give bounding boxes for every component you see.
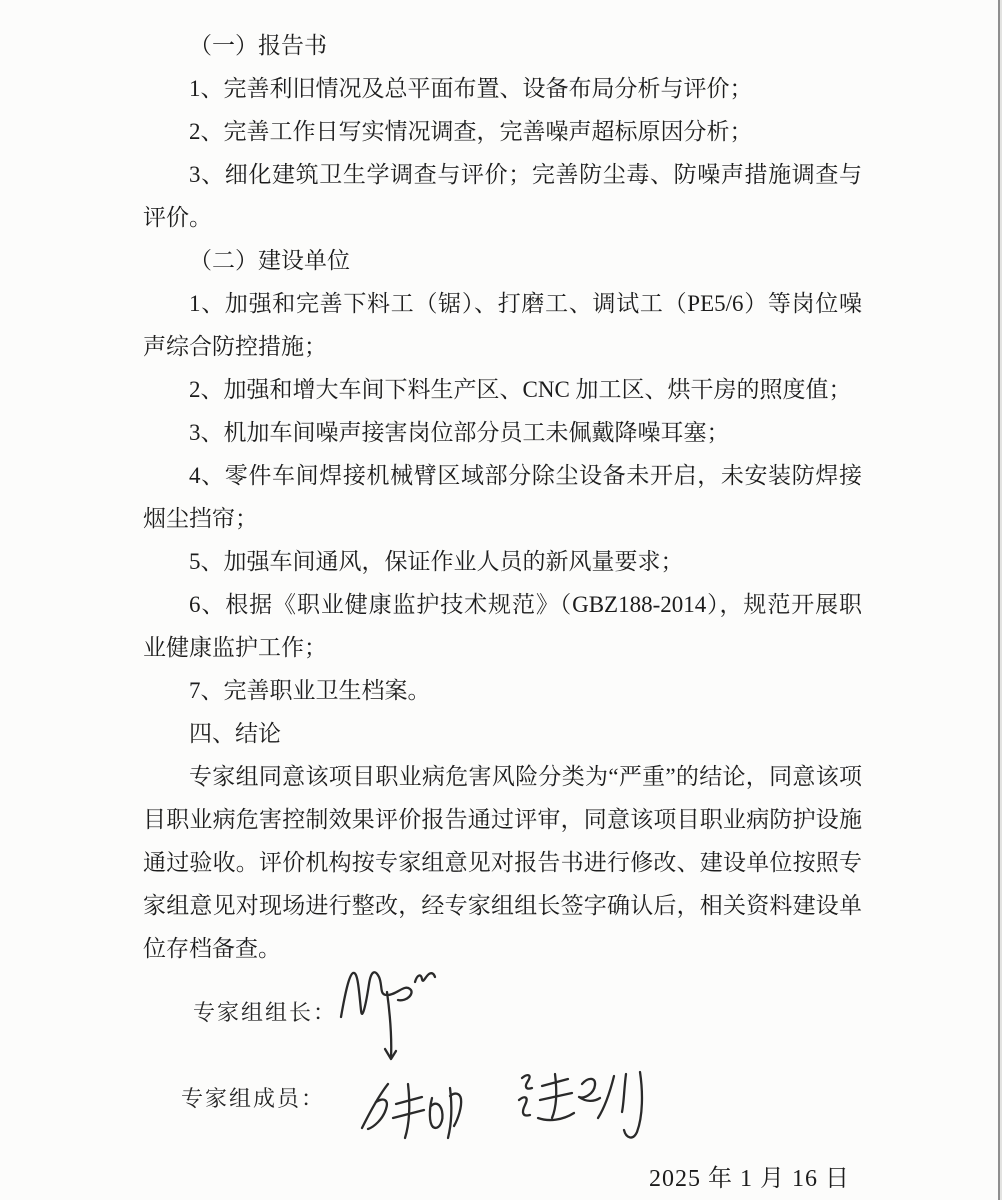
para-unit-heading: （二）建设单位	[189, 248, 350, 273]
para-conclusion-heading: 四、结论	[189, 721, 281, 746]
para-unit-item-1: 1、加强和完善下料工（锯）、打磨工、调试工（PE5/6）等岗位噪声综合防控措施；	[143, 291, 862, 359]
para-unit-item-4: 4、零件车间焊接机械臂区域部分除尘设备未开启，未安装防焊接烟尘挡帘；	[143, 463, 862, 531]
member-signature-2-handwriting	[512, 1064, 662, 1144]
para-unit-item-2: 2、加强和增大车间下料生产区、CNC 加工区、烘干房的照度值；	[189, 377, 852, 402]
leader-signature-label: 专家组组长：	[193, 1000, 338, 1025]
document-body	[143, 24, 862, 970]
para-unit-item-5: 5、加强车间通风，保证作业人员的新风量要求；	[189, 549, 684, 574]
members-signature-label: 专家组成员：	[181, 1086, 326, 1111]
member-signature-1-handwriting	[358, 1076, 473, 1140]
document-date: 2025 年 1 月 16 日	[649, 1166, 850, 1192]
para-report-item-1: 1、完善利旧情况及总平面布置、设备布局分析与评价；	[189, 76, 753, 101]
para-report-heading: （一）报告书	[189, 33, 327, 58]
para-report-item-2: 2、完善工作日写实情况调查，完善噪声超标原因分析；	[189, 119, 753, 144]
para-report-item-3: 3、细化建筑卫生学调查与评价；完善防尘毒、防噪声措施调查与评价。	[143, 162, 862, 230]
para-unit-item-7: 7、完善职业卫生档案。	[189, 678, 431, 703]
para-unit-item-6: 6、根据《职业健康监护技术规范》（GBZ188-2014），规范开展职业健康监护工作；	[143, 592, 862, 660]
para-conclusion-body: 专家组同意该项目职业病危害风险分类为“严重”的结论，同意该项目职业病危害控制效果评价报告通过评审，同意该项目职业病防护设施通过验收。评价机构按专家组意见对报告书进行修改、建设单位按照专家组意见对现场进行整改，经专家组组长签字确认后，相关资料建设单位存档备查。	[143, 764, 862, 961]
leader-signature-handwriting	[335, 962, 450, 1072]
para-unit-item-3: 3、机加车间噪声接害岗位部分员工未佩戴降噪耳塞；	[189, 420, 730, 445]
scan-edge-line	[998, 0, 1000, 1200]
